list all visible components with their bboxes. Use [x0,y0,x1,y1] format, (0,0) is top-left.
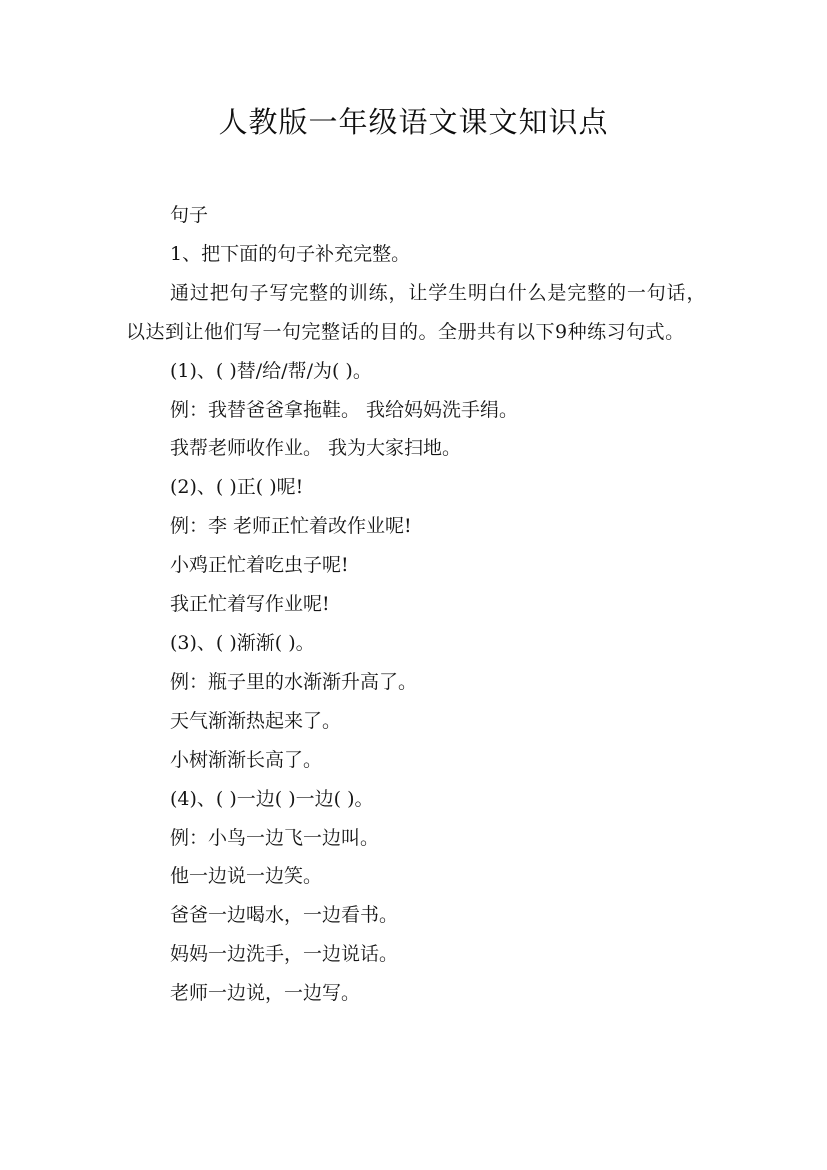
document-body [126,196,706,1013]
example-line: 例：李 老师正忙着改作业呢! [170,515,412,538]
pattern-line: (4)、( )一边( )一边( )。 [170,787,374,810]
example-line: 我正忙着写作业呢! [170,593,330,616]
example-line: 例：瓶子里的水渐渐升高了。 [170,670,418,693]
example-line: 他一边说一边笑。 [170,865,323,888]
example-line: 我帮老师收作业。 我为大家扫地。 [170,437,462,460]
pattern-line: (2)、( )正( )呢! [170,476,304,499]
example-line: 例：我替爸爸拿拖鞋。 我给妈妈洗手绢。 [170,398,519,421]
example-line: 天气渐渐热起来了。 [170,709,342,732]
example-line: 小鸡正忙着吃虫子呢! [170,554,349,577]
example-line: 小树渐渐长高了。 [170,748,323,771]
intro-paragraph: 通过把句子写完整的训练，让学生明白什么是完整的一句话，以达到让他们写一句完整话的目的。全册共有以下9种练习句式。 [126,281,706,343]
example-line: 妈妈一边洗手，一边说话。 [170,943,399,966]
example-line: 老师一边说，一边写。 [170,982,361,1005]
exercise-item: 1、把下面的句子补充完整。 [170,242,411,265]
section-heading: 句子 [170,204,209,226]
document-title: 人教版一年级语文课文知识点 [218,105,609,139]
pattern-line: (1)、( )替/给/帮/为( )。 [170,359,372,382]
example-line: 例：小鸟一边飞一边叫。 [170,826,380,849]
example-line: 爸爸一边喝水，一边看书。 [170,904,399,927]
pattern-line: (3)、( )渐渐( )。 [170,631,315,654]
